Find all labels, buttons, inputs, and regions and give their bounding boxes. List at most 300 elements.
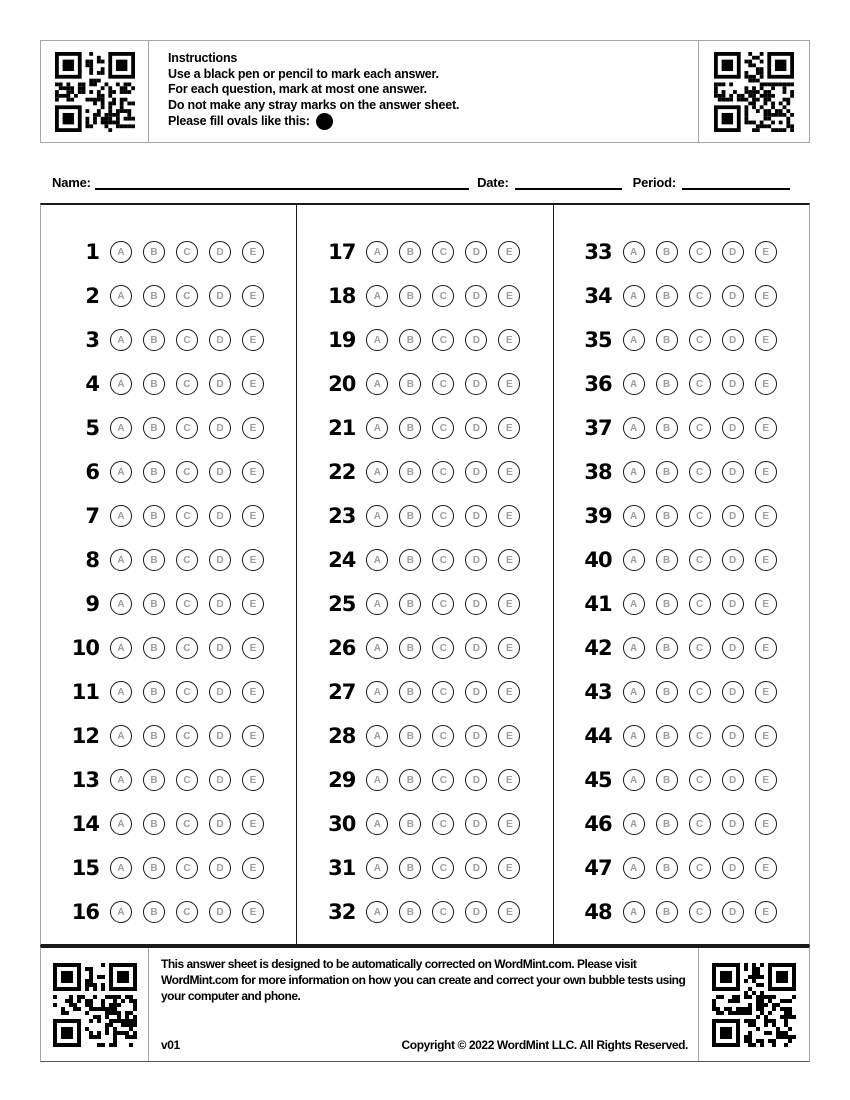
bubble-q28-b[interactable]: B	[399, 725, 421, 747]
bubble-q12-e[interactable]: E	[242, 725, 264, 747]
question-number: 17	[328, 240, 356, 264]
bubble-q25-a[interactable]: A	[366, 593, 388, 615]
bubble-q10-c[interactable]: C	[176, 637, 198, 659]
question-number: 38	[584, 460, 612, 484]
bubble-q13-d[interactable]: D	[209, 769, 231, 791]
bubble-q45-b[interactable]: B	[656, 769, 678, 791]
bubble-q40-c[interactable]: C	[689, 549, 711, 571]
bubble-q1-c[interactable]: C	[176, 241, 198, 263]
bubble-q25-b[interactable]: B	[399, 593, 421, 615]
bubble-q1-a[interactable]: A	[110, 241, 132, 263]
question-number: 36	[584, 372, 612, 396]
bubble-q19-e[interactable]: E	[498, 329, 520, 351]
bubble-q14-b[interactable]: B	[143, 813, 165, 835]
bubble-q29-a[interactable]: A	[366, 769, 388, 791]
bubble-q20-b[interactable]: B	[399, 373, 421, 395]
bubble-q7-b[interactable]: B	[143, 505, 165, 527]
bubble-q23-a[interactable]: A	[366, 505, 388, 527]
bubble-q36-d[interactable]: D	[722, 373, 744, 395]
bubble-q2-a[interactable]: A	[110, 285, 132, 307]
question-row-32	[297, 890, 552, 934]
question-row-43	[554, 670, 809, 714]
bubble-q20-c[interactable]: C	[432, 373, 454, 395]
bubble-q34-e[interactable]: E	[755, 285, 777, 307]
bubble-q32-e[interactable]: E	[498, 901, 520, 923]
bubble-q35-e[interactable]: E	[755, 329, 777, 351]
bubble-q5-d[interactable]: D	[209, 417, 231, 439]
bubble-q38-b[interactable]: B	[656, 461, 678, 483]
bubble-q26-d[interactable]: D	[465, 637, 487, 659]
bubble-q45-c[interactable]: C	[689, 769, 711, 791]
bubble-q17-e[interactable]: E	[498, 241, 520, 263]
bubble-q46-c[interactable]: C	[689, 813, 711, 835]
bubble-q32-b[interactable]: B	[399, 901, 421, 923]
bubble-q13-c[interactable]: C	[176, 769, 198, 791]
question-row-2	[41, 274, 296, 318]
question-number: 27	[328, 680, 356, 704]
question-number: 12	[71, 724, 99, 748]
bubble-q29-b[interactable]: B	[399, 769, 421, 791]
bubble-q46-e[interactable]: E	[755, 813, 777, 835]
bubble-q41-c[interactable]: C	[689, 593, 711, 615]
bubble-q33-c[interactable]: C	[689, 241, 711, 263]
bubble-q25-c[interactable]: C	[432, 593, 454, 615]
footer-text-cell	[149, 948, 698, 1061]
bubble-q15-b[interactable]: B	[143, 857, 165, 879]
qr-code-bottom-left-icon	[53, 963, 137, 1047]
bubble-q42-d[interactable]: D	[722, 637, 744, 659]
bubble-q20-e[interactable]: E	[498, 373, 520, 395]
bubble-q4-a[interactable]: A	[110, 373, 132, 395]
bubble-q35-a[interactable]: A	[623, 329, 645, 351]
bubble-q44-c[interactable]: C	[689, 725, 711, 747]
bubble-q12-d[interactable]: D	[209, 725, 231, 747]
question-number: 19	[328, 328, 356, 352]
bubble-q11-c[interactable]: C	[176, 681, 198, 703]
bubble-q33-e[interactable]: E	[755, 241, 777, 263]
header-qr-left-cell	[41, 41, 149, 142]
bubble-q8-b[interactable]: B	[143, 549, 165, 571]
bubble-q28-a[interactable]: A	[366, 725, 388, 747]
bubble-q7-e[interactable]: E	[242, 505, 264, 527]
bubble-q9-e[interactable]: E	[242, 593, 264, 615]
question-number: 30	[328, 812, 356, 836]
question-number: 1	[85, 240, 99, 264]
bubble-q9-a[interactable]: A	[110, 593, 132, 615]
bubble-q10-d[interactable]: D	[209, 637, 231, 659]
bubble-q34-c[interactable]: C	[689, 285, 711, 307]
question-number: 23	[328, 504, 356, 528]
bubble-q22-c[interactable]: C	[432, 461, 454, 483]
qr-code-top-right-icon	[714, 52, 794, 132]
question-row-39	[554, 494, 809, 538]
bubble-q31-d[interactable]: D	[465, 857, 487, 879]
bubble-q32-c[interactable]: C	[432, 901, 454, 923]
question-number: 25	[328, 592, 356, 616]
bubble-q47-b[interactable]: B	[656, 857, 678, 879]
bubble-q33-a[interactable]: A	[623, 241, 645, 263]
bubble-q35-b[interactable]: B	[656, 329, 678, 351]
bubble-q19-a[interactable]: A	[366, 329, 388, 351]
bubble-q34-d[interactable]: D	[722, 285, 744, 307]
bubble-q2-b[interactable]: B	[143, 285, 165, 307]
bubble-q38-d[interactable]: D	[722, 461, 744, 483]
bubble-q36-e[interactable]: E	[755, 373, 777, 395]
footer-text: This answer sheet is designed to be automatically corrected on WordMint.com. Please visit WordMint.com for more information on how you can create and correct your own bubble tests using your computer and phone.	[161, 957, 686, 1003]
bubble-q10-a[interactable]: A	[110, 637, 132, 659]
question-row-11	[41, 670, 296, 714]
bubble-q47-e[interactable]: E	[755, 857, 777, 879]
bubble-q17-a[interactable]: A	[366, 241, 388, 263]
name-row	[40, 143, 810, 203]
bubble-q22-a[interactable]: A	[366, 461, 388, 483]
bubble-q9-d[interactable]: D	[209, 593, 231, 615]
bubble-q40-e[interactable]: E	[755, 549, 777, 571]
bubble-q13-a[interactable]: A	[110, 769, 132, 791]
bubble-q10-e[interactable]: E	[242, 637, 264, 659]
question-row-36	[554, 362, 809, 406]
bubble-q26-c[interactable]: C	[432, 637, 454, 659]
bubble-q39-d[interactable]: D	[722, 505, 744, 527]
question-row-9	[41, 582, 296, 626]
bubble-q26-e[interactable]: E	[498, 637, 520, 659]
bubble-q41-a[interactable]: A	[623, 593, 645, 615]
question-row-20	[297, 362, 552, 406]
bubble-q3-a[interactable]: A	[110, 329, 132, 351]
bubble-q19-b[interactable]: B	[399, 329, 421, 351]
bubble-q18-c[interactable]: C	[432, 285, 454, 307]
bubble-q26-b[interactable]: B	[399, 637, 421, 659]
bubble-q19-c[interactable]: C	[432, 329, 454, 351]
bubble-q7-d[interactable]: D	[209, 505, 231, 527]
bubble-q8-c[interactable]: C	[176, 549, 198, 571]
bubble-q23-e[interactable]: E	[498, 505, 520, 527]
bubble-q24-b[interactable]: B	[399, 549, 421, 571]
bubble-q11-b[interactable]: B	[143, 681, 165, 703]
bubble-q10-b[interactable]: B	[143, 637, 165, 659]
bubble-q34-a[interactable]: A	[623, 285, 645, 307]
bubble-q46-b[interactable]: B	[656, 813, 678, 835]
bubble-q39-c[interactable]: C	[689, 505, 711, 527]
question-row-12	[41, 714, 296, 758]
bubble-q6-b[interactable]: B	[143, 461, 165, 483]
footer-qr-left-cell	[41, 948, 149, 1061]
bubble-q16-a[interactable]: A	[110, 901, 132, 923]
bubble-q24-c[interactable]: C	[432, 549, 454, 571]
bubble-q16-b[interactable]: B	[143, 901, 165, 923]
bubble-q36-c[interactable]: C	[689, 373, 711, 395]
instructions-block	[149, 41, 698, 142]
bubble-q18-a[interactable]: A	[366, 285, 388, 307]
bubble-q9-c[interactable]: C	[176, 593, 198, 615]
bubble-q3-d[interactable]: D	[209, 329, 231, 351]
bubble-q4-b[interactable]: B	[143, 373, 165, 395]
bubble-q8-e[interactable]: E	[242, 549, 264, 571]
bubble-q37-b[interactable]: B	[656, 417, 678, 439]
bubble-q40-d[interactable]: D	[722, 549, 744, 571]
bubble-q17-b[interactable]: B	[399, 241, 421, 263]
bubble-q16-c[interactable]: C	[176, 901, 198, 923]
bubble-q13-e[interactable]: E	[242, 769, 264, 791]
bubble-q22-e[interactable]: E	[498, 461, 520, 483]
instruction-fill-text: Please fill ovals like this:	[168, 113, 310, 128]
bubble-q48-c[interactable]: C	[689, 901, 711, 923]
bubble-q7-c[interactable]: C	[176, 505, 198, 527]
bubble-q47-c[interactable]: C	[689, 857, 711, 879]
date-label: Date:	[477, 175, 509, 190]
bubble-q28-c[interactable]: C	[432, 725, 454, 747]
question-number: 39	[584, 504, 612, 528]
question-row-46	[554, 802, 809, 846]
bubble-q11-d[interactable]: D	[209, 681, 231, 703]
bubble-q43-c[interactable]: C	[689, 681, 711, 703]
bubble-q39-e[interactable]: E	[755, 505, 777, 527]
bubble-q9-b[interactable]: B	[143, 593, 165, 615]
bubble-q12-c[interactable]: C	[176, 725, 198, 747]
bubble-q14-d[interactable]: D	[209, 813, 231, 835]
bubble-q3-b[interactable]: B	[143, 329, 165, 351]
bubble-q15-e[interactable]: E	[242, 857, 264, 879]
bubble-q4-e[interactable]: E	[242, 373, 264, 395]
bubble-q27-a[interactable]: A	[366, 681, 388, 703]
bubble-q36-b[interactable]: B	[656, 373, 678, 395]
bubble-q21-b[interactable]: B	[399, 417, 421, 439]
question-number: 5	[85, 416, 99, 440]
bubble-q27-d[interactable]: D	[465, 681, 487, 703]
bubble-q37-c[interactable]: C	[689, 417, 711, 439]
question-row-34	[554, 274, 809, 318]
bubble-q35-c[interactable]: C	[689, 329, 711, 351]
bubble-q24-d[interactable]: D	[465, 549, 487, 571]
bubble-q31-e[interactable]: E	[498, 857, 520, 879]
bubble-q29-e[interactable]: E	[498, 769, 520, 791]
bubble-q43-e[interactable]: E	[755, 681, 777, 703]
bubble-q48-b[interactable]: B	[656, 901, 678, 923]
bubble-q39-b[interactable]: B	[656, 505, 678, 527]
bubble-q4-d[interactable]: D	[209, 373, 231, 395]
bubble-q38-e[interactable]: E	[755, 461, 777, 483]
bubble-q6-c[interactable]: C	[176, 461, 198, 483]
bubble-q2-e[interactable]: E	[242, 285, 264, 307]
question-number: 43	[584, 680, 612, 704]
bubble-q33-b[interactable]: B	[656, 241, 678, 263]
bubble-q32-d[interactable]: D	[465, 901, 487, 923]
bubble-q14-e[interactable]: E	[242, 813, 264, 835]
bubble-q1-b[interactable]: B	[143, 241, 165, 263]
bubble-q12-b[interactable]: B	[143, 725, 165, 747]
bubble-q29-d[interactable]: D	[465, 769, 487, 791]
bubble-q39-a[interactable]: A	[623, 505, 645, 527]
question-row-38	[554, 450, 809, 494]
bubble-q43-a[interactable]: A	[623, 681, 645, 703]
question-row-14	[41, 802, 296, 846]
bubble-q1-d[interactable]: D	[209, 241, 231, 263]
bubble-q42-c[interactable]: C	[689, 637, 711, 659]
bubble-q21-d[interactable]: D	[465, 417, 487, 439]
footer-box	[40, 946, 810, 1062]
bubble-q41-e[interactable]: E	[755, 593, 777, 615]
bubble-q5-a[interactable]: A	[110, 417, 132, 439]
bubble-q8-d[interactable]: D	[209, 549, 231, 571]
bubble-q14-a[interactable]: A	[110, 813, 132, 835]
bubble-q24-a[interactable]: A	[366, 549, 388, 571]
bubble-q23-c[interactable]: C	[432, 505, 454, 527]
bubble-q2-c[interactable]: C	[176, 285, 198, 307]
bubble-q29-c[interactable]: C	[432, 769, 454, 791]
bubble-q45-a[interactable]: A	[623, 769, 645, 791]
bubble-q17-c[interactable]: C	[432, 241, 454, 263]
bubble-q3-e[interactable]: E	[242, 329, 264, 351]
bubble-q44-b[interactable]: B	[656, 725, 678, 747]
bubble-q32-a[interactable]: A	[366, 901, 388, 923]
bubble-q3-c[interactable]: C	[176, 329, 198, 351]
bubble-q24-e[interactable]: E	[498, 549, 520, 571]
period-field[interactable]	[682, 186, 790, 190]
bubble-q38-a[interactable]: A	[623, 461, 645, 483]
question-row-16	[41, 890, 296, 934]
bubble-q14-c[interactable]: C	[176, 813, 198, 835]
question-number: 46	[584, 812, 612, 836]
bubble-q28-d[interactable]: D	[465, 725, 487, 747]
bubble-q23-b[interactable]: B	[399, 505, 421, 527]
bubble-q35-d[interactable]: D	[722, 329, 744, 351]
question-row-22	[297, 450, 552, 494]
bubble-q43-d[interactable]: D	[722, 681, 744, 703]
bubble-q18-b[interactable]: B	[399, 285, 421, 307]
bubble-q31-c[interactable]: C	[432, 857, 454, 879]
bubble-q41-d[interactable]: D	[722, 593, 744, 615]
bubble-q47-d[interactable]: D	[722, 857, 744, 879]
bubble-q20-d[interactable]: D	[465, 373, 487, 395]
bubble-q25-d[interactable]: D	[465, 593, 487, 615]
bubble-q28-e[interactable]: E	[498, 725, 520, 747]
bubble-q21-c[interactable]: C	[432, 417, 454, 439]
bubble-q12-a[interactable]: A	[110, 725, 132, 747]
bubble-q42-e[interactable]: E	[755, 637, 777, 659]
bubble-q25-e[interactable]: E	[498, 593, 520, 615]
bubble-q30-e[interactable]: E	[498, 813, 520, 835]
bubble-q18-e[interactable]: E	[498, 285, 520, 307]
bubble-q13-b[interactable]: B	[143, 769, 165, 791]
bubble-q19-d[interactable]: D	[465, 329, 487, 351]
bubble-q40-a[interactable]: A	[623, 549, 645, 571]
bubble-q18-d[interactable]: D	[465, 285, 487, 307]
bubble-q5-b[interactable]: B	[143, 417, 165, 439]
bubble-q36-a[interactable]: A	[623, 373, 645, 395]
bubble-q44-e[interactable]: E	[755, 725, 777, 747]
question-row-37	[554, 406, 809, 450]
question-number: 44	[584, 724, 612, 748]
question-number: 45	[584, 768, 612, 792]
bubble-q6-a[interactable]: A	[110, 461, 132, 483]
bubble-q5-e[interactable]: E	[242, 417, 264, 439]
bubble-q37-e[interactable]: E	[755, 417, 777, 439]
bubble-q48-e[interactable]: E	[755, 901, 777, 923]
grid-column-3	[553, 205, 809, 944]
question-number: 48	[584, 900, 612, 924]
bubble-q21-a[interactable]: A	[366, 417, 388, 439]
bubble-q11-a[interactable]: A	[110, 681, 132, 703]
bubble-q30-d[interactable]: D	[465, 813, 487, 835]
bubble-q42-b[interactable]: B	[656, 637, 678, 659]
bubble-q31-b[interactable]: B	[399, 857, 421, 879]
bubble-q6-d[interactable]: D	[209, 461, 231, 483]
bubble-q27-e[interactable]: E	[498, 681, 520, 703]
question-row-19	[297, 318, 552, 362]
bubble-q27-b[interactable]: B	[399, 681, 421, 703]
bubble-q33-d[interactable]: D	[722, 241, 744, 263]
bubble-q45-e[interactable]: E	[755, 769, 777, 791]
filled-oval-example-icon	[316, 113, 333, 130]
bubble-q6-e[interactable]: E	[242, 461, 264, 483]
name-field[interactable]	[95, 186, 469, 190]
bubble-q22-b[interactable]: B	[399, 461, 421, 483]
bubble-q22-d[interactable]: D	[465, 461, 487, 483]
bubble-q21-e[interactable]: E	[498, 417, 520, 439]
grid-column-2	[296, 205, 552, 944]
bubble-q44-a[interactable]: A	[623, 725, 645, 747]
bubble-q44-d[interactable]: D	[722, 725, 744, 747]
bubble-q16-d[interactable]: D	[209, 901, 231, 923]
bubble-q45-d[interactable]: D	[722, 769, 744, 791]
bubble-q20-a[interactable]: A	[366, 373, 388, 395]
question-number: 15	[71, 856, 99, 880]
name-label: Name:	[52, 175, 91, 190]
date-field[interactable]	[515, 186, 622, 190]
bubble-q11-e[interactable]: E	[242, 681, 264, 703]
bubble-q46-d[interactable]: D	[722, 813, 744, 835]
bubble-q30-b[interactable]: B	[399, 813, 421, 835]
bubble-q30-a[interactable]: A	[366, 813, 388, 835]
bubble-q2-d[interactable]: D	[209, 285, 231, 307]
bubble-q43-b[interactable]: B	[656, 681, 678, 703]
bubble-q46-a[interactable]: A	[623, 813, 645, 835]
question-number: 18	[328, 284, 356, 308]
bubble-q38-c[interactable]: C	[689, 461, 711, 483]
question-row-28	[297, 714, 552, 758]
bubble-q48-a[interactable]: A	[623, 901, 645, 923]
bubble-q48-d[interactable]: D	[722, 901, 744, 923]
bubble-q17-d[interactable]: D	[465, 241, 487, 263]
bubble-q26-a[interactable]: A	[366, 637, 388, 659]
bubble-q8-a[interactable]: A	[110, 549, 132, 571]
bubble-q40-b[interactable]: B	[656, 549, 678, 571]
bubble-q15-d[interactable]: D	[209, 857, 231, 879]
bubble-q5-c[interactable]: C	[176, 417, 198, 439]
bubble-q1-e[interactable]: E	[242, 241, 264, 263]
question-number: 33	[584, 240, 612, 264]
bubble-q47-a[interactable]: A	[623, 857, 645, 879]
question-row-40	[554, 538, 809, 582]
bubble-q37-a[interactable]: A	[623, 417, 645, 439]
bubble-q15-a[interactable]: A	[110, 857, 132, 879]
bubble-q31-a[interactable]: A	[366, 857, 388, 879]
bubble-q23-d[interactable]: D	[465, 505, 487, 527]
bubble-q34-b[interactable]: B	[656, 285, 678, 307]
bubble-q37-d[interactable]: D	[722, 417, 744, 439]
bubble-q15-c[interactable]: C	[176, 857, 198, 879]
bubble-q7-a[interactable]: A	[110, 505, 132, 527]
bubble-q30-c[interactable]: C	[432, 813, 454, 835]
bubble-q16-e[interactable]: E	[242, 901, 264, 923]
bubble-q41-b[interactable]: B	[656, 593, 678, 615]
question-row-29	[297, 758, 552, 802]
bubble-q27-c[interactable]: C	[432, 681, 454, 703]
bubble-q42-a[interactable]: A	[623, 637, 645, 659]
instruction-line-2: For each question, mark at most one answer.	[168, 82, 427, 96]
bubble-q4-c[interactable]: C	[176, 373, 198, 395]
question-number: 8	[85, 548, 99, 572]
